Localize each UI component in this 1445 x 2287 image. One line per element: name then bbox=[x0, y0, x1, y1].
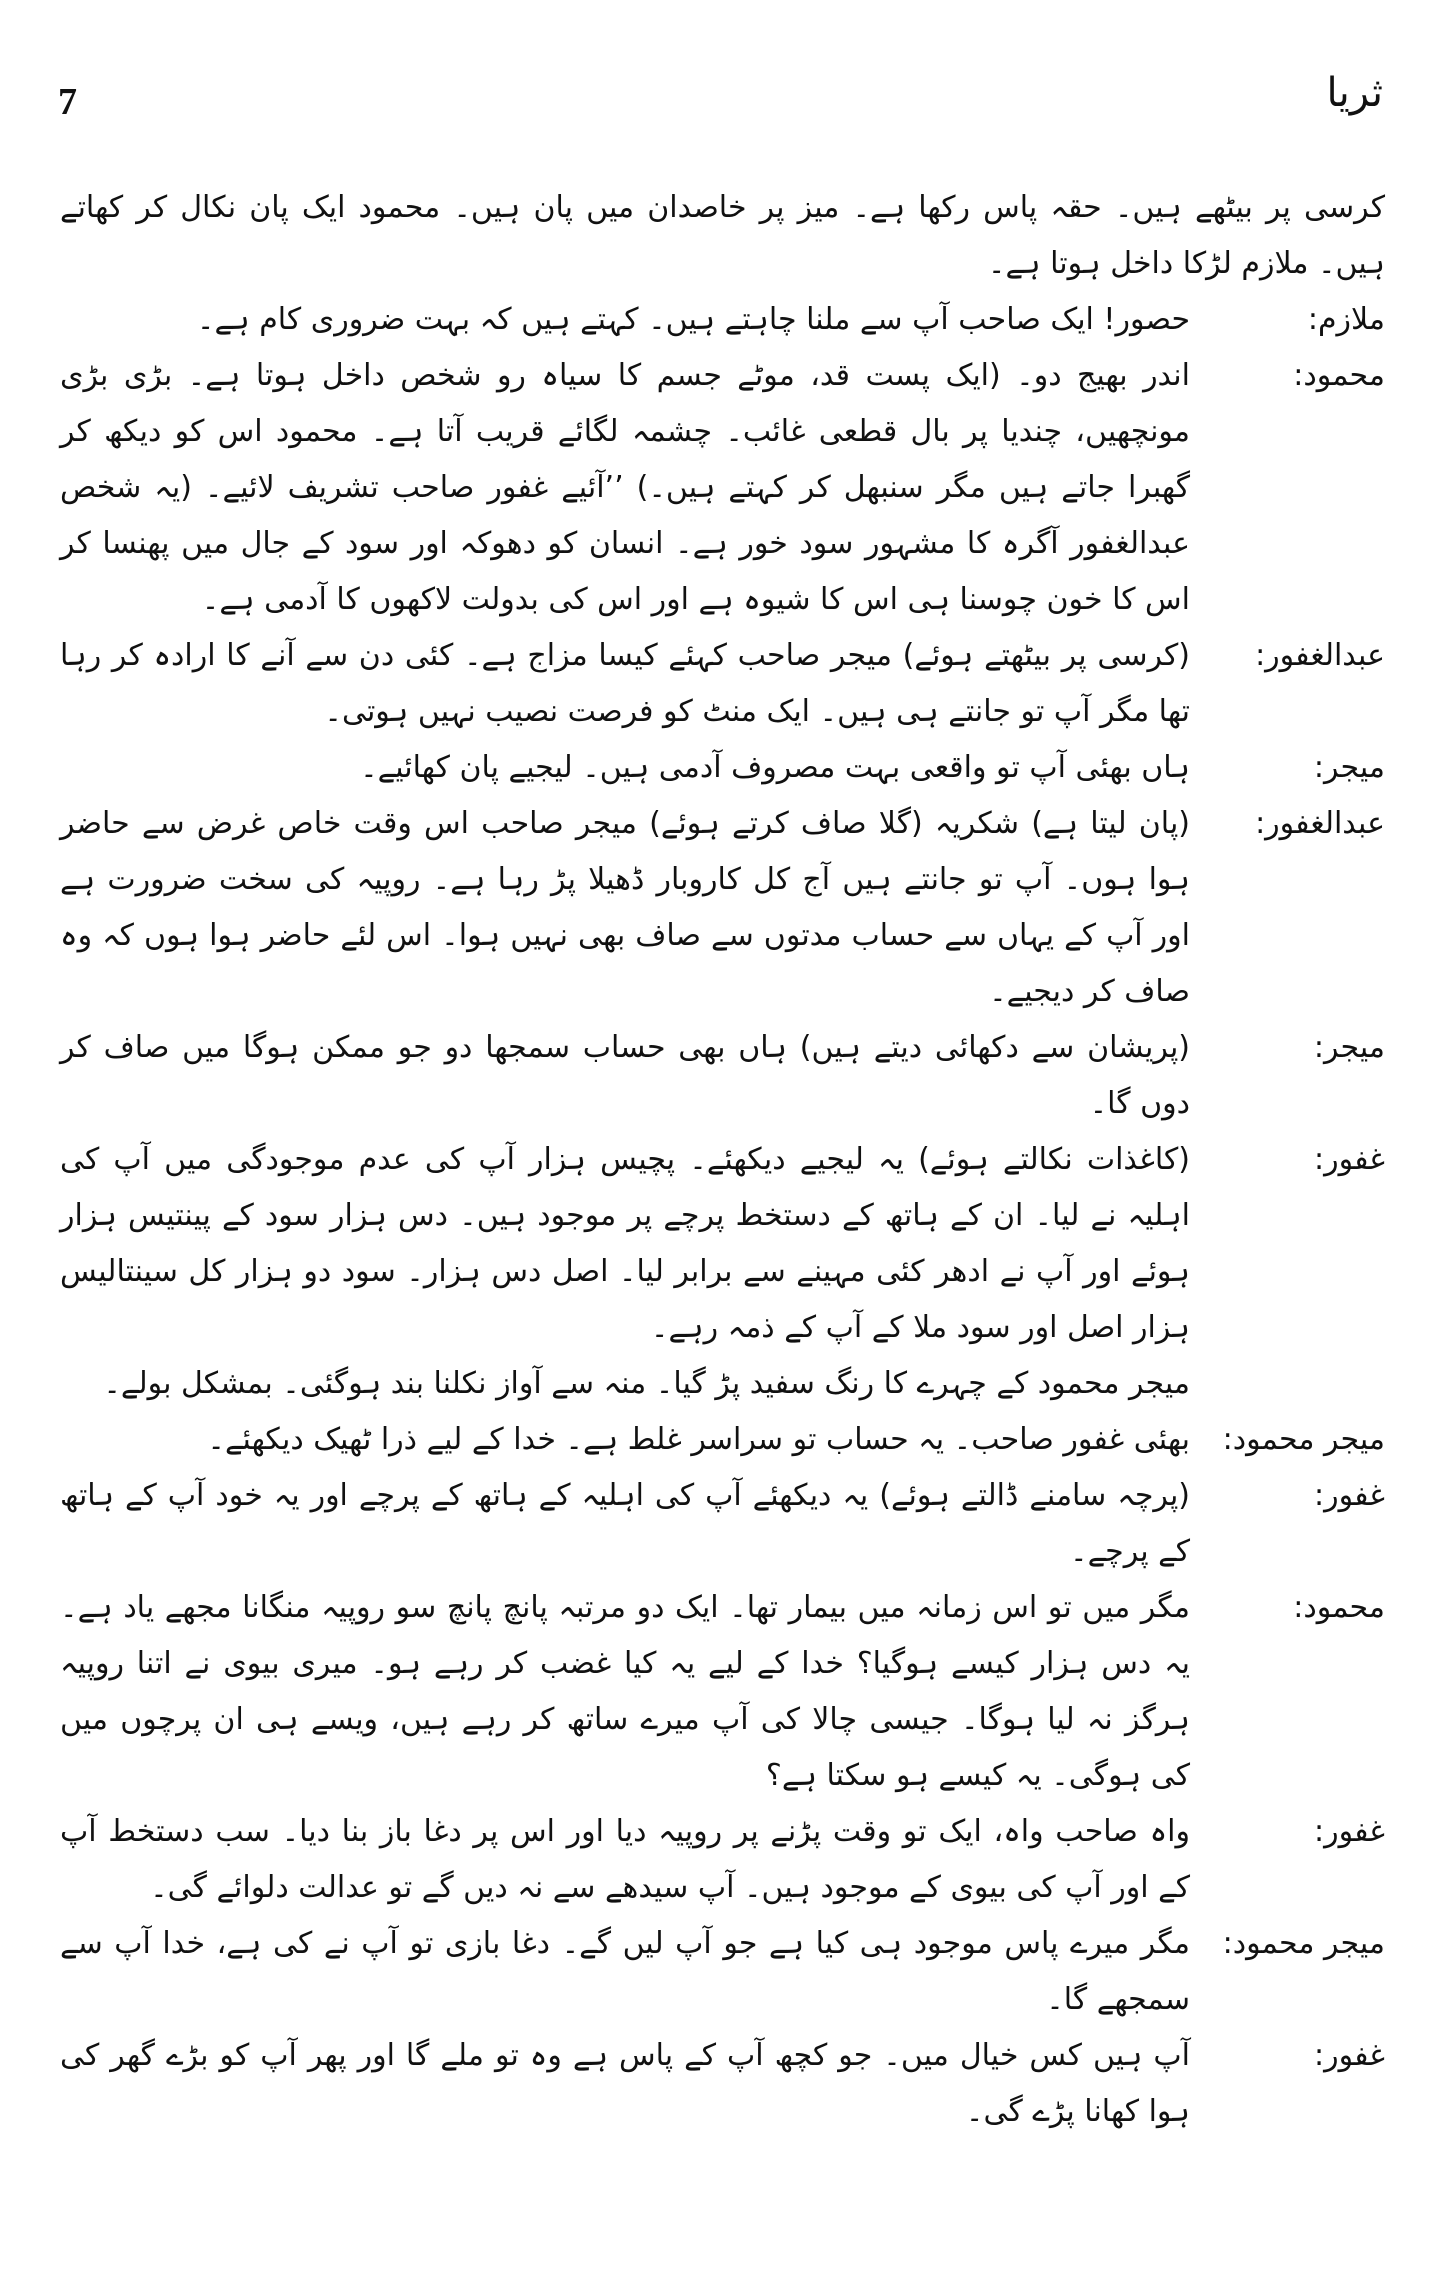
dialogue-entry bbox=[60, 1412, 1385, 1468]
dialogue-entry bbox=[60, 796, 1385, 1020]
speech-text: (پان لیتا ہے) شکریہ (گلا صاف کرتے ہوئے) میجر صاحب اس وقت خاص غرض سے حاضر ہوا ہوں۔ آپ تو جانتے ہیں آج کل کاروبار ڈھیلا پڑ رہا ہے۔ روپیہ کی سخت ضرورت ہے اور آپ کے یہاں سے حساب مدتوں سے صاف بھی نہیں ہوا۔ اس لئے حاضر ہوا ہوں کہ وہ صاف کر دیجیے۔ bbox=[60, 806, 1190, 1009]
speech-text: واہ صاحب واہ، ایک تو وقت پڑنے پر روپیہ دیا اور اس پر دغا باز بنا دیا۔ سب دستخط آپ کے اور آپ کی بیوی کے موجود ہیں۔ آپ سیدھے سے نہ دیں گے تو عدالت دلوائے گی۔ bbox=[60, 1814, 1190, 1905]
stage-narration: میجر محمود کے چہرے کا رنگ سفید پڑ گیا۔ منہ سے آواز نکلنا بند ہوگئی۔ بمشکل بولے۔ bbox=[103, 1366, 1190, 1401]
speaker-name: عبدالغفور: bbox=[1255, 638, 1385, 673]
dialogue-entry bbox=[60, 1132, 1385, 1356]
speech-text: حصور! ایک صاحب آپ سے ملنا چاہتے ہیں۔ کہتے ہیں کہ بہت ضروری کام ہے۔ bbox=[196, 302, 1190, 337]
speech-text: (پریشان سے دکھائی دیتے ہیں) ہاں بھی حساب سمجھا دو جو ممکن ہوگا میں صاف کر دوں گا۔ bbox=[60, 1030, 1190, 1121]
speech-text: (پرچہ سامنے ڈالتے ہوئے) یہ دیکھئے آپ کی اہلیہ کے ہاتھ کے پرچے اور یہ خود آپ کے ہاتھ کے پرچے۔ bbox=[60, 1478, 1190, 1569]
speaker-name: میجر: bbox=[1313, 750, 1385, 785]
speech-text: آپ ہیں کس خیال میں۔ جو کچھ آپ کے پاس ہے وہ تو ملے گا اور پھر آپ کو بڑے گھر کی ہوا کھانا پڑے گی۔ bbox=[60, 2038, 1190, 2129]
speaker-name: محمود: bbox=[1293, 358, 1385, 393]
running-title: ثریا bbox=[1326, 70, 1383, 116]
speaker-name: غفور: bbox=[1314, 1814, 1385, 1849]
speaker-name: غفور: bbox=[1314, 2038, 1385, 2073]
speech-text: ہاں بھئی آپ تو واقعی بہت مصروف آدمی ہیں۔ لیجیے پان کھائیے۔ bbox=[360, 750, 1190, 785]
speaker-name: محمود: bbox=[1293, 1590, 1385, 1625]
speech-text: مگر میں تو اس زمانہ میں بیمار تھا۔ ایک دو مرتبہ پانچ پانچ سو روپیہ منگانا مجھے یاد ہے۔ یہ دس ہزار کیسے ہوگیا؟ خدا کے لیے یہ کیا غضب کر رہے ہو۔ میری بیوی نے اتنا روپیہ ہرگز نہ لیا ہوگا۔ جیسی چالا کی آپ میرے ساتھ کر رہے ہیں، ویسے ہی ان پرچوں میں کی ہوگی۔ یہ کیسے ہو سکتا ہے؟ bbox=[60, 1590, 1190, 1793]
dialogue-entry bbox=[60, 1020, 1385, 1132]
speaker-name: میجر محمود: bbox=[1222, 1422, 1385, 1457]
dialogue-entry bbox=[60, 1468, 1385, 1580]
page-header bbox=[0, 70, 1445, 140]
dialogue-entry bbox=[60, 292, 1385, 348]
speaker-name: ملازم: bbox=[1307, 302, 1385, 337]
speaker-name: میجر: bbox=[1313, 1030, 1385, 1065]
speech-text: بھئی غفور صاحب۔ یہ حساب تو سراسر غلط ہے۔ خدا کے لیے ذرا ٹھیک دیکھئے۔ bbox=[207, 1422, 1190, 1457]
dialogue-entry bbox=[60, 2028, 1385, 2140]
dialogue-entry bbox=[60, 1580, 1385, 1804]
speaker-name: عبدالغفور: bbox=[1255, 806, 1385, 841]
speech-text: (کاغذات نکالتے ہوئے) یہ لیجیے دیکھئے۔ پچیس ہزار آپ کی عدم موجودگی میں آپ کی اہلیہ نے لیا۔ ان کے ہاتھ کے دستخط پرچے پر موجود ہیں۔ دس ہزار سود کے پینتیس ہزار ہوئے اور آپ نے ادھر کئی مہینے سے برابر لیا۔ اصل دس ہزار۔ سود دو ہزار کل سینتالیس ہزار اصل اور سود ملا کے آپ کے ذمہ رہے۔ bbox=[60, 1142, 1190, 1345]
dialogue-entry bbox=[60, 1804, 1385, 1916]
page-body bbox=[60, 180, 1385, 2140]
speaker-name: غفور: bbox=[1314, 1142, 1385, 1177]
page-number: 7 bbox=[58, 81, 77, 123]
dialogue-entry bbox=[60, 1916, 1385, 2028]
speech-text: مگر میرے پاس موجود ہی کیا ہے جو آپ لیں گے۔ دغا بازی تو آپ نے کی ہے، خدا آپ سے سمجھے گا۔ bbox=[60, 1926, 1190, 2017]
speaker-name: غفور: bbox=[1314, 1478, 1385, 1513]
dialogue-entry bbox=[60, 628, 1385, 740]
dialogue-entry bbox=[60, 348, 1385, 628]
dialogue-entry bbox=[60, 740, 1385, 796]
speech-text: (کرسی پر بیٹھتے ہوئے) میجر صاحب کہئے کیسا مزاج ہے۔ کئی دن سے آنے کا ارادہ کر رہا تھا مگر آپ تو جانتے ہی ہیں۔ ایک منٹ کو فرصت نصیب نہیں ہوتی۔ bbox=[60, 638, 1190, 729]
speech-text: اندر بھیج دو۔ (ایک پست قد، موٹے جسم کا سیاہ رو شخص داخل ہوتا ہے۔ بڑی بڑی مونچھیں، چندیا پر بال قطعی غائب۔ چشمہ لگائے قریب آتا ہے۔ محمود اس کو دیکھ کر گھبرا جاتے ہیں مگر سنبھل کر کہتے ہیں۔) ’’آئیے غفور صاحب تشریف لائیے۔ (یہ شخص عبدالغفور آگرہ کا مشہور سود خور ہے۔ انسان کو دھوکہ اور سود کے جال میں پھنسا کر اس کا خون چوسنا ہی اس کا شیوہ ہے اور اس کی بدولت لاکھوں کا آدمی ہے۔ bbox=[60, 358, 1190, 617]
opening-paragraph: کرسی پر بیٹھے ہیں۔ حقہ پاس رکھا ہے۔ میز پر خاصدان میں پان ہیں۔ محمود ایک پان نکال کر کھاتے ہیں۔ ملازم لڑکا داخل ہوتا ہے۔ bbox=[60, 190, 1385, 281]
speaker-name: میجر محمود: bbox=[1222, 1926, 1385, 1961]
